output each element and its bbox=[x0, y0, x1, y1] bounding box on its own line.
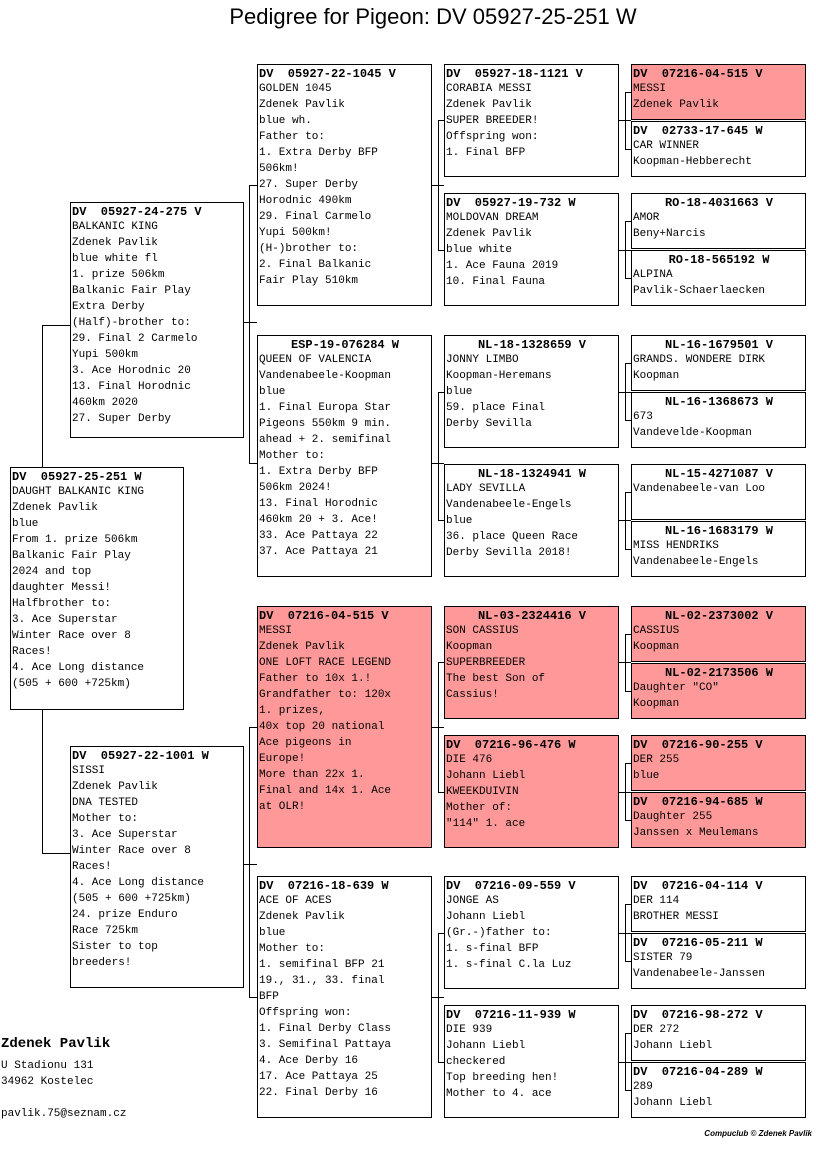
pigeon-info-line: 4. Ace Long distance bbox=[12, 662, 145, 674]
pigeon-info-line: Cassius! bbox=[446, 689, 499, 701]
pigeon-info-line: 27. Super Derby bbox=[72, 413, 172, 425]
ring-number: DV 05927-22-1001 W bbox=[72, 749, 209, 763]
pigeon-info-line: LADY SEVILLA bbox=[446, 483, 526, 495]
ring-number: RO-18-565192 W bbox=[668, 253, 770, 267]
pigeon-info-line: Mother to: bbox=[72, 813, 139, 825]
pigeon-card-fff bbox=[444, 64, 619, 177]
pigeon-info-line: Winter Race over 8 bbox=[72, 845, 191, 857]
pigeon-info-line: 1. semifinal BFP 21 bbox=[259, 959, 385, 971]
pigeon-info-line: From 1. prize 506km bbox=[12, 534, 138, 546]
pigeon-info-line: 1. prize 506km bbox=[72, 269, 165, 281]
pigeon-info-line: Zdenek Pavlik bbox=[72, 237, 158, 249]
connector-line bbox=[625, 1033, 626, 1090]
pigeon-info-line: Vandenabeele-Engels bbox=[633, 556, 759, 568]
pigeon-info-line: (505 + 600 +725km) bbox=[12, 678, 131, 690]
pigeon-info-line: Father to 10x 1.! bbox=[259, 673, 372, 685]
pigeon-info-line: Vandenabeele-Engels bbox=[446, 499, 572, 511]
pigeon-info-line: 673 bbox=[633, 411, 653, 423]
pigeon-info-line: at OLR! bbox=[259, 801, 306, 813]
connector-line bbox=[42, 710, 43, 853]
ring-number: NL-03-2324416 V bbox=[477, 609, 587, 623]
ring-number: DV 07216-98-272 V bbox=[633, 1008, 763, 1022]
pigeon-card-g9 bbox=[631, 606, 806, 662]
pigeon-card-g15 bbox=[631, 1005, 806, 1061]
pigeon-info-line: 37. Ace Pattaya 21 bbox=[259, 546, 378, 558]
pigeon-info-line: 3. Semifinal Pattaya bbox=[259, 1039, 392, 1051]
pigeon-info-line: Zdenek Pavlik bbox=[446, 228, 532, 240]
pigeon-info-line: Pigeons 550km 9 min. bbox=[259, 418, 392, 430]
connector-line bbox=[42, 853, 70, 854]
pigeon-info-line: blue bbox=[259, 386, 286, 398]
ring-number: DV 05927-24-275 V bbox=[72, 205, 202, 219]
ring-number: DV 07216-05-211 W bbox=[633, 936, 763, 950]
pigeon-info-line: Mother to: bbox=[259, 943, 326, 955]
pigeon-info-line: DIE 476 bbox=[446, 754, 493, 766]
pigeon-info-line: Zdenek Pavlik bbox=[633, 99, 719, 111]
pigeon-info-line: Johann Liebl bbox=[446, 911, 526, 923]
pigeon-info-line: 13. Final Horodnic bbox=[72, 381, 191, 393]
ring-number: DV 07216-04-289 W bbox=[633, 1065, 763, 1079]
connector-line bbox=[249, 463, 257, 464]
connector-line bbox=[244, 864, 257, 865]
pigeon-info-line: Koopman bbox=[446, 641, 493, 653]
connector-line bbox=[249, 185, 257, 186]
pigeon-card-g5 bbox=[631, 335, 806, 391]
pigeon-info-line: 460km 20 + 3. Ace! bbox=[259, 514, 378, 526]
pigeon-info-line: Johann Liebl bbox=[446, 1040, 526, 1052]
pigeon-info-line: DER 272 bbox=[633, 1024, 680, 1036]
pigeon-info-line: Mother to 4. ace bbox=[446, 1088, 552, 1100]
connector-line bbox=[42, 325, 70, 326]
pigeon-info-line: Zdenek Pavlik bbox=[259, 911, 345, 923]
pigeon-info-line: Balkanic Fair Play bbox=[72, 285, 191, 297]
pigeon-info-line: Halfbrother to: bbox=[12, 598, 112, 610]
pigeon-info-line: Daughter "CO" bbox=[633, 682, 719, 694]
pigeon-info-line: (505 + 600 +725km) bbox=[72, 893, 191, 905]
pigeon-info-line: 506km! bbox=[259, 163, 299, 175]
ring-number: DV 07216-94-685 W bbox=[633, 795, 763, 809]
pigeon-info-line: DER 114 bbox=[633, 895, 680, 907]
pigeon-card-g8 bbox=[631, 521, 806, 577]
ring-number: NL-02-2373002 V bbox=[664, 609, 774, 623]
pigeon-info-line: MESSI bbox=[259, 625, 293, 637]
connector-line bbox=[625, 221, 626, 278]
pigeon-info-line: ALPINA bbox=[633, 269, 673, 281]
pigeon-info-line: checkered bbox=[446, 1056, 506, 1068]
pigeon-info-line: blue white bbox=[446, 244, 513, 256]
pigeon-info-line: CAR WINNER bbox=[633, 140, 700, 152]
pigeon-info-line: Koopman bbox=[633, 641, 680, 653]
pigeon-card-g7 bbox=[631, 464, 806, 520]
pigeon-card-g3 bbox=[631, 193, 806, 249]
page-title: Pedigree for Pigeon: DV 05927-25-251 W bbox=[229, 4, 637, 29]
pigeon-info-line: 40x top 20 national bbox=[259, 721, 385, 733]
pigeon-info-line: 289 bbox=[633, 1081, 653, 1093]
owner-name: Zdenek Pavlik bbox=[1, 1036, 111, 1052]
ring-number: DV 07216-90-255 V bbox=[633, 738, 763, 752]
pigeon-info-line: Fair Play 510km bbox=[259, 275, 359, 287]
pigeon-info-line: Johann Liebl bbox=[446, 770, 526, 782]
ring-number: ESP-19-076284 W bbox=[290, 338, 400, 352]
pigeon-info-line: 1. Extra Derby BFP bbox=[259, 147, 378, 159]
pigeon-info-line: Vandenabeele-van Loo bbox=[633, 483, 766, 495]
pigeon-info-line: GRANDS. WONDERE DIRK bbox=[633, 354, 766, 366]
connector-line bbox=[625, 904, 626, 961]
pigeon-card-fmf bbox=[444, 335, 619, 448]
pigeon-info-line: Koopman-Hebberecht bbox=[633, 156, 752, 168]
ring-number: NL-15-4271087 V bbox=[664, 467, 774, 481]
ring-number: DV 05927-25-251 W bbox=[12, 470, 142, 484]
pigeon-info-line: 1. Extra Derby BFP bbox=[259, 466, 378, 478]
pigeon-info-line: Koopman-Heremans bbox=[446, 370, 552, 382]
pigeon-info-line: 1. prizes, bbox=[259, 705, 326, 717]
pigeon-info-line: blue bbox=[633, 770, 660, 782]
pigeon-info-line: JONNY LIMBO bbox=[446, 354, 519, 366]
pigeon-info-line: BFP bbox=[259, 991, 279, 1003]
pigeon-info-line: 3. Ace Horodnic 20 bbox=[72, 365, 191, 377]
pigeon-info-line: 29. Final 2 Carmelo bbox=[72, 333, 198, 345]
pigeon-info-line: daughter Messi! bbox=[12, 582, 112, 594]
pigeon-info-line: 13. Final Horodnic bbox=[259, 498, 378, 510]
pigeon-info-line: Koopman bbox=[633, 698, 680, 710]
ring-number: DV 05927-22-1045 V bbox=[259, 67, 396, 81]
pigeon-info-line: 3. Ace Superstar bbox=[72, 829, 178, 841]
connector-line bbox=[625, 363, 626, 420]
pigeon-info-line: ahead + 2. semifinal bbox=[259, 434, 392, 446]
connector-line bbox=[438, 933, 439, 1062]
pigeon-card-father bbox=[70, 202, 244, 438]
pigeon-info-line: 460km 2020 bbox=[72, 397, 139, 409]
pigeon-info-line: Janssen x Meulemans bbox=[633, 827, 759, 839]
pigeon-info-line: CASSIUS bbox=[633, 625, 680, 637]
pigeon-info-line: SISSI bbox=[72, 765, 106, 777]
pigeon-info-line: Derby Sevilla 2018! bbox=[446, 547, 572, 559]
pigeon-info-line: "114" 1. ace bbox=[446, 818, 526, 830]
pigeon-info-line: 1. Final BFP bbox=[446, 147, 526, 159]
pigeon-info-line: 2024 and top bbox=[12, 566, 92, 578]
connector-line bbox=[438, 120, 439, 250]
pigeon-card-subject bbox=[10, 467, 184, 710]
pigeon-info-line: blue bbox=[446, 386, 473, 398]
ring-number: DV 02733-17-645 W bbox=[633, 124, 763, 138]
pigeon-info-line: Races! bbox=[72, 861, 112, 873]
ring-number: DV 07216-11-939 W bbox=[446, 1008, 576, 1022]
pigeon-info-line: Beny+Narcis bbox=[633, 228, 706, 240]
pigeon-info-line: Koopman bbox=[633, 370, 680, 382]
pigeon-card-g10 bbox=[631, 663, 806, 719]
pigeon-info-line: Vandevelde-Koopman bbox=[633, 427, 752, 439]
owner-street: U Stadionu 131 bbox=[1, 1060, 94, 1072]
pigeon-card-g14 bbox=[631, 933, 806, 989]
pigeon-info-line: 19., 31., 33. final bbox=[259, 975, 385, 987]
pigeon-info-line: The best Son of bbox=[446, 673, 546, 685]
pigeon-info-line: Horodnic 490km bbox=[259, 195, 352, 207]
pigeon-info-line: Mother to: bbox=[259, 450, 326, 462]
ring-number: DV 07216-96-476 W bbox=[446, 738, 576, 752]
pigeon-info-line: Offspring won: bbox=[259, 1007, 352, 1019]
pigeon-info-line: blue wh. bbox=[259, 115, 312, 127]
pigeon-info-line: Winter Race over 8 bbox=[12, 630, 131, 642]
pigeon-info-line: BALKANIC KING bbox=[72, 221, 158, 233]
pigeon-card-fm bbox=[257, 335, 432, 577]
pigeon-info-line: SISTER 79 bbox=[633, 952, 693, 964]
pigeon-card-g12 bbox=[631, 792, 806, 848]
pigeon-info-line: SUPERBREEDER bbox=[446, 657, 526, 669]
owner-email: pavlik.75@seznam.cz bbox=[1, 1108, 127, 1120]
pigeon-info-line: Zdenek Pavlik bbox=[446, 99, 532, 111]
pigeon-card-mm bbox=[257, 876, 432, 1118]
pigeon-info-line: MISS HENDRIKS bbox=[633, 540, 719, 552]
owner-city: 34962 Kostelec bbox=[1, 1076, 94, 1088]
ring-number: DV 05927-19-732 W bbox=[446, 196, 576, 210]
pigeon-info-line: (H-)brother to: bbox=[259, 243, 359, 255]
pigeon-card-ff bbox=[257, 64, 432, 306]
pigeon-card-g1 bbox=[631, 64, 806, 120]
pigeon-card-mmf bbox=[444, 876, 619, 989]
pigeon-card-mmm bbox=[444, 1005, 619, 1118]
pigeon-info-line: 10. Final Fauna bbox=[446, 276, 546, 288]
ring-number: DV 07216-09-559 V bbox=[446, 879, 576, 893]
ring-number: NL-16-1679501 V bbox=[664, 338, 774, 352]
pigeon-info-line: Johann Liebl bbox=[633, 1097, 713, 1109]
pigeon-info-line: blue bbox=[446, 515, 473, 527]
pigeon-card-g16 bbox=[631, 1062, 806, 1118]
pigeon-info-line: ONE LOFT RACE LEGEND bbox=[259, 657, 392, 669]
pigeon-info-line: breeders! bbox=[72, 957, 132, 969]
ring-number: DV 05927-18-1121 V bbox=[446, 67, 583, 81]
connector-line bbox=[249, 185, 250, 463]
pigeon-card-g2 bbox=[631, 121, 806, 177]
pigeon-info-line: Derby Sevilla bbox=[446, 418, 532, 430]
pigeon-info-line: 3. Ace Superstar bbox=[12, 614, 118, 626]
pigeon-info-line: 59. place Final bbox=[446, 402, 546, 414]
pigeon-info-line: Daughter 255 bbox=[633, 811, 713, 823]
pigeon-info-line: 36. place Queen Race bbox=[446, 531, 579, 543]
pigeon-info-line: 506km 2024! bbox=[259, 482, 332, 494]
pigeon-info-line: SON CASSIUS bbox=[446, 625, 519, 637]
pigeon-info-line: 1. s-final C.la Luz bbox=[446, 959, 572, 971]
pigeon-info-line: 24. prize Enduro bbox=[72, 909, 178, 921]
pigeon-card-mother bbox=[70, 746, 244, 988]
pigeon-info-line: Zdenek Pavlik bbox=[259, 641, 345, 653]
pigeon-info-line: ACE OF ACES bbox=[259, 895, 332, 907]
pigeon-info-line: Zdenek Pavlik bbox=[72, 781, 158, 793]
connector-line bbox=[249, 727, 257, 728]
connector-line bbox=[625, 634, 626, 691]
pigeon-card-g13 bbox=[631, 876, 806, 932]
pigeon-info-line: Sister to top bbox=[72, 941, 158, 953]
pigeon-info-line: 33. Ace Pattaya 22 bbox=[259, 530, 378, 542]
pigeon-info-line: 17. Ace Pattaya 25 bbox=[259, 1071, 378, 1083]
pigeon-info-line: Extra Derby bbox=[72, 301, 145, 313]
pigeon-info-line: Offspring won: bbox=[446, 131, 539, 143]
pigeon-info-line: (Gr.-)father to: bbox=[446, 927, 552, 939]
pigeon-info-line: Mother of: bbox=[446, 802, 513, 814]
ring-number: NL-18-1324941 W bbox=[477, 467, 587, 481]
pigeon-card-g4 bbox=[631, 250, 806, 306]
pigeon-info-line: (Half)-brother to: bbox=[72, 317, 191, 329]
connector-line bbox=[438, 662, 439, 792]
pigeon-info-line: BROTHER MESSI bbox=[633, 911, 719, 923]
pigeon-info-line: 2. Final Balkanic bbox=[259, 259, 372, 271]
pigeon-info-line: Races! bbox=[12, 646, 52, 658]
pigeon-card-g6 bbox=[631, 392, 806, 448]
pigeon-info-line: 1. Ace Fauna 2019 bbox=[446, 260, 559, 272]
pigeon-info-line: 22. Final Derby 16 bbox=[259, 1087, 378, 1099]
pigeon-info-line: 27. Super Derby bbox=[259, 179, 359, 191]
connector-line bbox=[438, 392, 439, 520]
ring-number: DV 07216-18-639 W bbox=[259, 879, 389, 893]
ring-number: NL-16-1368673 W bbox=[664, 395, 774, 409]
pigeon-card-ffm bbox=[444, 193, 619, 306]
connector-line bbox=[244, 322, 257, 323]
pigeon-info-line: GOLDEN 1045 bbox=[259, 83, 332, 95]
pigeon-info-line: blue bbox=[259, 927, 286, 939]
pigeon-info-line: JONGE AS bbox=[446, 895, 499, 907]
pigeon-info-line: AMOR bbox=[633, 212, 660, 224]
pigeon-info-line: Father to: bbox=[259, 131, 326, 143]
pigeon-info-line: 4. Ace Long distance bbox=[72, 877, 205, 889]
pigeon-card-fmm bbox=[444, 464, 619, 577]
pigeon-card-mfm bbox=[444, 735, 619, 848]
pigeon-info-line: 29. Final Carmelo bbox=[259, 211, 372, 223]
pigeon-info-line: Balkanic Fair Play bbox=[12, 550, 131, 562]
pigeon-info-line: QUEEN OF VALENCIA bbox=[259, 354, 372, 366]
ring-number: NL-02-2173506 W bbox=[664, 666, 774, 680]
pigeon-info-line: 1. Final Derby Class bbox=[259, 1023, 392, 1035]
pigeon-info-line: Zdenek Pavlik bbox=[259, 99, 345, 111]
pigeon-info-line: Top breeding hen! bbox=[446, 1072, 559, 1084]
ring-number: NL-18-1328659 V bbox=[477, 338, 587, 352]
connector-line bbox=[42, 325, 43, 467]
pigeon-info-line: MESSI bbox=[633, 83, 667, 95]
pigeon-info-line: DNA TESTED bbox=[72, 797, 139, 809]
pigeon-info-line: Final and 14x 1. Ace bbox=[259, 785, 392, 797]
pigeon-info-line: MOLDOVAN DREAM bbox=[446, 212, 539, 224]
ring-number: NL-16-1683179 W bbox=[664, 524, 774, 538]
footer-credit: Compuclub © Zdenek Pavlik bbox=[704, 1129, 812, 1138]
pigeon-card-g11 bbox=[631, 735, 806, 791]
ring-number: DV 07216-04-114 V bbox=[633, 879, 763, 893]
ring-number: RO-18-4031663 V bbox=[664, 196, 774, 210]
connector-line bbox=[249, 997, 257, 998]
pigeon-info-line: Europe! bbox=[259, 753, 306, 765]
pigeon-info-line: Pavlik-Schaerlaecken bbox=[633, 285, 766, 297]
pigeon-info-line: Vandenabeele-Koopman bbox=[259, 370, 392, 382]
pigeon-info-line: Zdenek Pavlik bbox=[12, 502, 98, 514]
ring-number: DV 07216-04-515 V bbox=[633, 67, 763, 81]
connector-line bbox=[249, 727, 250, 997]
pigeon-info-line: Yupi 500km bbox=[72, 349, 139, 361]
pigeon-info-line: DAUGHT BALKANIC KING bbox=[12, 486, 145, 498]
pigeon-info-line: 1. s-final BFP bbox=[446, 943, 539, 955]
pigeon-info-line: blue white fl bbox=[72, 253, 158, 265]
connector-line bbox=[625, 92, 626, 149]
pigeon-info-line: Yupi 500km! bbox=[259, 227, 332, 239]
connector-line bbox=[625, 492, 626, 549]
pigeon-card-mff bbox=[444, 606, 619, 719]
pigeon-info-line: SUPER BREEDER! bbox=[446, 115, 539, 127]
pigeon-info-line: blue bbox=[12, 518, 39, 530]
connector-line bbox=[625, 763, 626, 820]
pigeon-info-line: Johann Liebl bbox=[633, 1040, 713, 1052]
pigeon-info-line: 1. Final Europa Star bbox=[259, 402, 392, 414]
pigeon-info-line: Ace pigeons in bbox=[259, 737, 352, 749]
pigeon-info-line: KWEEKDUIVIN bbox=[446, 786, 519, 798]
pigeon-info-line: CORABIA MESSI bbox=[446, 83, 532, 95]
pigeon-info-line: Grandfather to: 120x bbox=[259, 689, 392, 701]
pigeon-info-line: More than 22x 1. bbox=[259, 769, 365, 781]
pigeon-info-line: DIE 939 bbox=[446, 1024, 493, 1036]
pigeon-info-line: Race 725km bbox=[72, 925, 139, 937]
ring-number: DV 07216-04-515 V bbox=[259, 609, 389, 623]
pigeon-info-line: DER 255 bbox=[633, 754, 680, 766]
pigeon-info-line: Vandenabeele-Janssen bbox=[633, 968, 766, 980]
pigeon-info-line: 4. Ace Derby 16 bbox=[259, 1055, 359, 1067]
pigeon-card-mf bbox=[257, 606, 432, 848]
